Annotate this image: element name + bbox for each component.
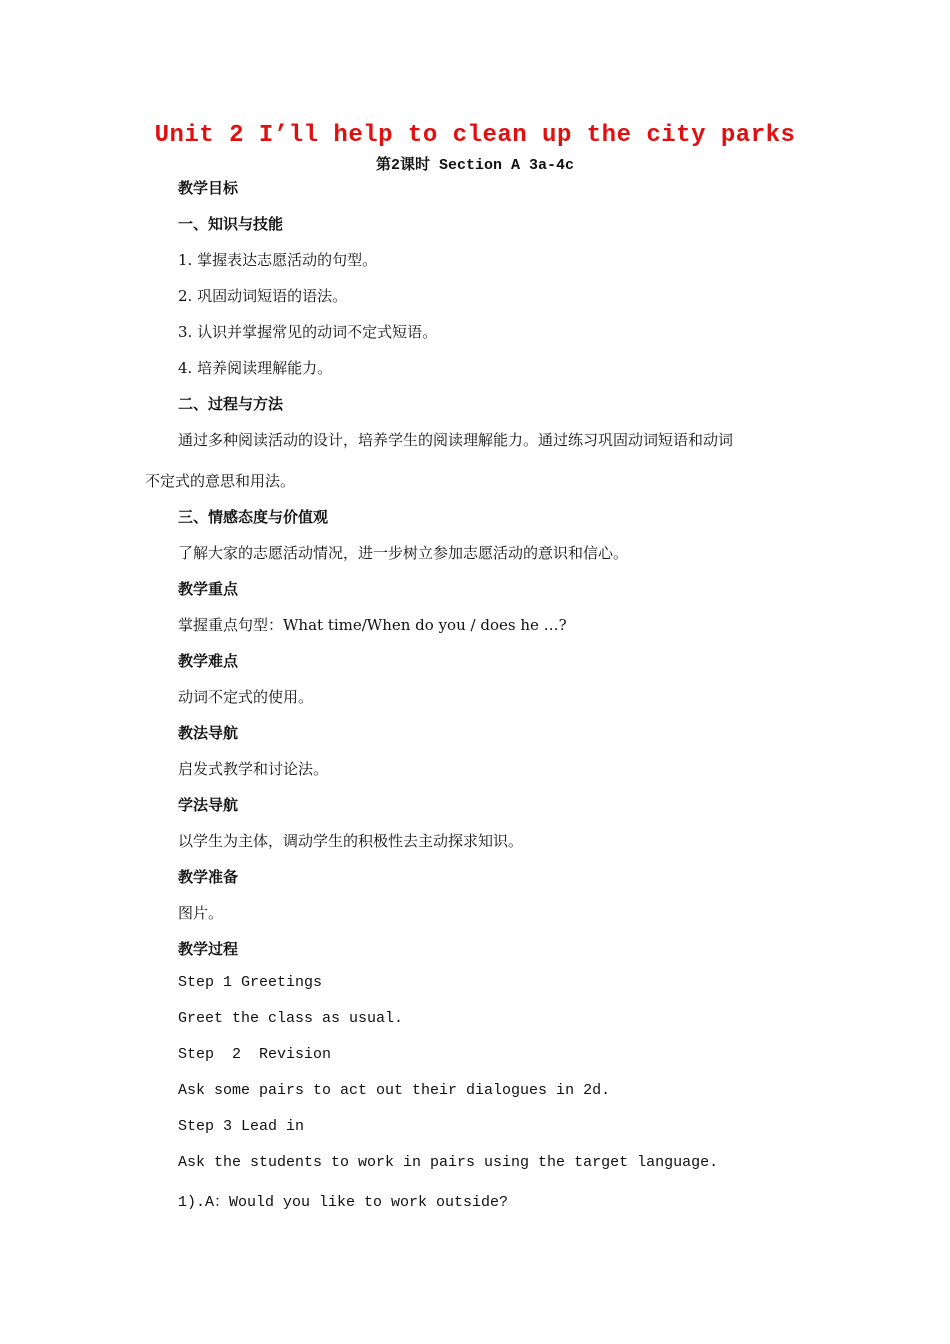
- document-title: Unit 2 I’ll help to clean up the city parks: [154, 122, 796, 149]
- document-subtitle: 第2课时 Section A 3a-4c: [375, 157, 575, 174]
- paragraph: 通过多种阅读活动的设计，培养学生的阅读理解能力。通过练习巩固动词短语和动词: [178, 431, 734, 449]
- heading-teaching-process: 教学过程: [178, 940, 239, 958]
- heading-teaching-method: 教法导航: [178, 724, 239, 742]
- paragraph: 了解大家的志愿活动情况，进一步树立参加志愿活动的意识和信心。: [178, 544, 629, 562]
- step-heading: Step 2 Revision: [178, 1046, 332, 1063]
- list-item: 4. 培养阅读理解能力。: [178, 359, 333, 377]
- heading-preparation: 教学准备: [178, 868, 239, 886]
- paragraph: Greet the class as usual.: [178, 1010, 404, 1027]
- list-item: 1. 掌握表达志愿活动的句型。: [178, 251, 378, 269]
- paragraph: 掌握重点句型：What time/When do you / does he …?: [178, 616, 567, 634]
- heading-learning-method: 学法导航: [178, 796, 239, 814]
- heading-teaching-goals: 教学目标: [178, 179, 239, 197]
- step-heading: Step 3 Lead in: [178, 1118, 305, 1135]
- heading-key-points: 教学重点: [178, 580, 239, 598]
- paragraph: Ask some pairs to act out their dialogues in 2d.: [178, 1082, 611, 1099]
- paragraph: Ask the students to work in pairs using the target language.: [178, 1154, 719, 1171]
- step-heading: Step 1 Greetings: [178, 974, 323, 991]
- paragraph: 动词不定式的使用。: [178, 688, 314, 706]
- heading-difficulties: 教学难点: [178, 652, 239, 670]
- paragraph: 启发式教学和讨论法。: [178, 760, 329, 778]
- paragraph: 以学生为主体，调动学生的积极性去主动探求知识。: [178, 832, 524, 850]
- paragraph-continued: 不定式的意思和用法。: [145, 472, 296, 490]
- list-item: 2. 巩固动词短语的语法。: [178, 287, 348, 305]
- heading-knowledge-skills: 一、知识与技能: [178, 215, 284, 233]
- heading-attitudes-values: 三、情感态度与价值观: [178, 508, 329, 526]
- list-item: 3. 认识并掌握常见的动词不定式短语。: [178, 323, 438, 341]
- heading-process-methods: 二、过程与方法: [178, 395, 284, 413]
- paragraph: 图片。: [178, 904, 224, 922]
- dialogue-line: 1).A：Would you like to work outside?: [178, 1194, 509, 1211]
